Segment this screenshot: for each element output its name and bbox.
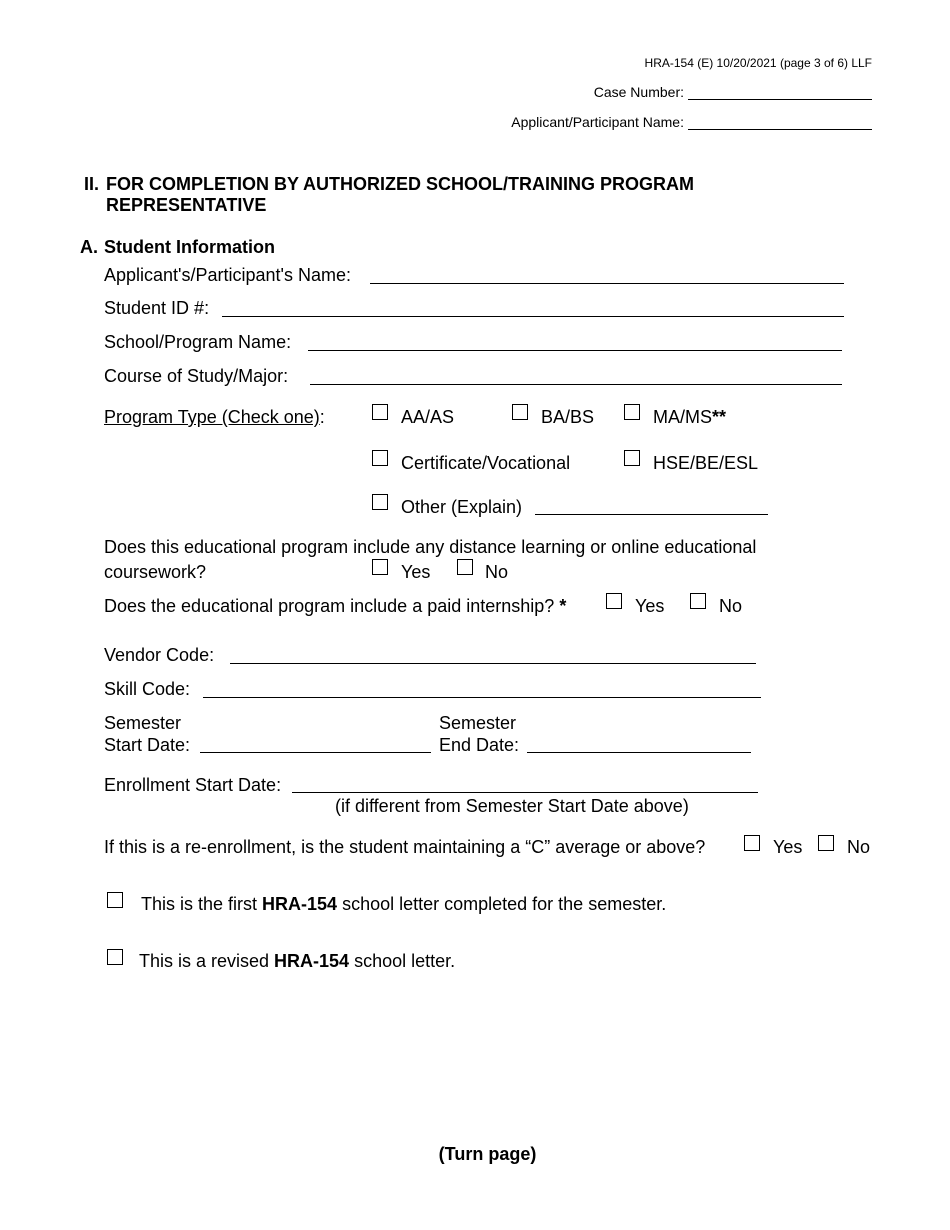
reenrollment-question: If this is a re-enrollment, is the student maintaining a “C” average or above? (104, 837, 706, 857)
section-title-line2: REPRESENTATIVE (106, 195, 267, 215)
internship-yes-checkbox[interactable] (606, 593, 622, 609)
skill-code-field[interactable] (203, 697, 761, 698)
hse-checkbox[interactable] (624, 450, 640, 466)
ma-ms-mark: ** (712, 407, 727, 427)
school-name-field[interactable] (308, 350, 842, 351)
ma-ms-label (653, 407, 726, 428)
internship-no-checkbox[interactable] (690, 593, 706, 609)
enrollment-note: (if different from Semester Start Date above) (335, 796, 689, 816)
vendor-code-label: Vendor Code: (104, 645, 215, 665)
revised-letter-form-id: HRA-154 (274, 951, 350, 971)
school-name-label: School/Program Name: (104, 332, 292, 352)
form-id: HRA-154 (E) 10/20/2021 (page 3 of 6) LLF (644, 56, 872, 70)
applicant-name-header-label: Applicant/Participant Name: (511, 114, 684, 130)
program-type-label (104, 407, 325, 428)
ma-ms-checkbox[interactable] (624, 404, 640, 420)
reenrollment-yes-label: Yes (773, 837, 803, 857)
section-title-line1: FOR COMPLETION BY AUTHORIZED SCHOOL/TRAINING PROGRAM (106, 174, 694, 194)
internship-no-label: No (719, 596, 743, 616)
other-checkbox[interactable] (372, 494, 388, 510)
first-letter-form-id: HRA-154 (262, 894, 338, 914)
revised-letter-pre: This is a revised (139, 951, 275, 971)
semester-start-line2: Start Date: (104, 735, 191, 755)
distance-question-line1: Does this educational program include any distance learning or online educational (104, 537, 757, 557)
semester-start-field[interactable] (200, 752, 431, 753)
vendor-code-field[interactable] (230, 663, 756, 664)
course-label: Course of Study/Major: (104, 366, 289, 386)
revised-letter-checkbox[interactable] (107, 949, 123, 965)
first-letter-pre: This is the first (141, 894, 263, 914)
internship-question (104, 596, 566, 617)
revised-letter-post: school letter. (349, 951, 456, 971)
ba-bs-checkbox[interactable] (512, 404, 528, 420)
skill-code-label: Skill Code: (104, 679, 191, 699)
aa-as-label: AA/AS (401, 407, 455, 427)
course-field[interactable] (310, 384, 842, 385)
semester-start-line1: Semester (104, 713, 182, 733)
other-explain-field[interactable] (535, 514, 768, 515)
turn-page: (Turn page) (438, 1144, 537, 1164)
applicant-name-header-field[interactable] (688, 115, 872, 130)
program-type-colon: : (319, 407, 325, 427)
first-letter-checkbox[interactable] (107, 892, 123, 908)
aa-as-checkbox[interactable] (372, 404, 388, 420)
ba-bs-label: BA/BS (541, 407, 595, 427)
applicant-name-header-row (511, 114, 872, 130)
reenrollment-no-checkbox[interactable] (818, 835, 834, 851)
case-number-row (594, 84, 872, 100)
applicant-name-label: Applicant's/Participant's Name: (104, 265, 351, 285)
internship-mark: * (559, 596, 567, 616)
distance-yes-label: Yes (401, 562, 431, 582)
semester-end-field[interactable] (527, 752, 751, 753)
first-letter-post: school letter completed for the semester. (337, 894, 667, 914)
semester-end-line1: Semester (439, 713, 517, 733)
distance-yes-checkbox[interactable] (372, 559, 388, 575)
student-id-field[interactable] (222, 316, 844, 317)
subsection-letter: A. (80, 237, 98, 257)
distance-no-label: No (485, 562, 509, 582)
revised-letter-text (139, 951, 455, 972)
student-id-label: Student ID #: (104, 298, 210, 318)
hse-label: HSE/BE/ESL (653, 453, 759, 473)
program-type-label-text: Program Type (Check one) (104, 407, 320, 427)
enrollment-label: Enrollment Start Date: (104, 775, 282, 795)
ma-ms-text: MA/MS (653, 407, 713, 427)
internship-question-text: Does the educational program include a paid internship? (104, 596, 555, 616)
certificate-checkbox[interactable] (372, 450, 388, 466)
applicant-name-field[interactable] (370, 283, 844, 284)
reenrollment-no-label: No (847, 837, 871, 857)
other-label: Other (Explain) (401, 497, 523, 517)
distance-no-checkbox[interactable] (457, 559, 473, 575)
case-number-label: Case Number: (593, 84, 684, 100)
distance-question-line2: coursework? (104, 562, 207, 582)
section-number: II. (84, 174, 100, 194)
reenrollment-yes-checkbox[interactable] (744, 835, 760, 851)
certificate-label: Certificate/Vocational (401, 453, 571, 473)
enrollment-field[interactable] (292, 792, 758, 793)
semester-end-line2: End Date: (439, 735, 520, 755)
internship-yes-label: Yes (635, 596, 665, 616)
first-letter-text (141, 894, 666, 915)
case-number-field[interactable] (688, 85, 872, 100)
subsection-title: Student Information (104, 237, 275, 257)
